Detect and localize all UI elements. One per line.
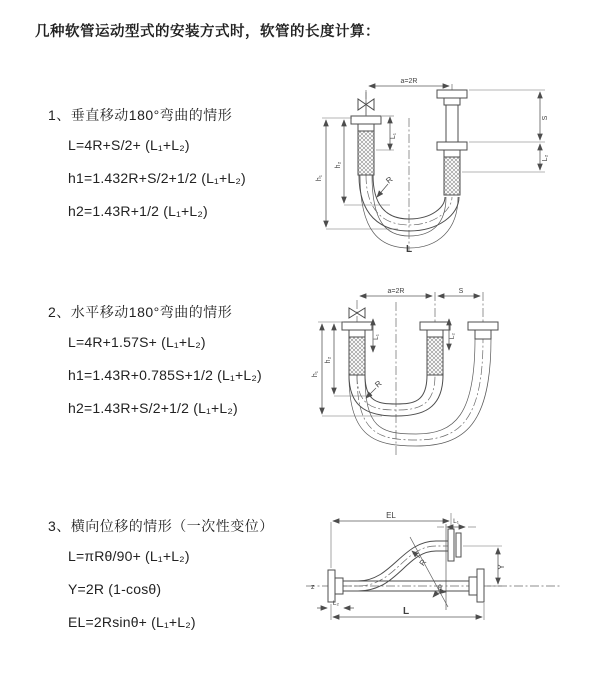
page-title: 几种软管运动型式的安装方式时，软管的长度计算：	[35, 24, 380, 40]
section-3-formula-Y: Y=2R (1-cosθ)	[68, 581, 162, 597]
angle-arc	[433, 592, 446, 597]
section-2-formula-L: L=4R+1.57S+ (L₁+L₂)	[68, 334, 206, 350]
dim-label-a2r: a=2R	[387, 288, 405, 295]
section-2-heading: 2、水平移动180°弯曲的情形	[48, 304, 233, 320]
length-label: L	[402, 606, 410, 617]
left-fitting	[328, 570, 343, 602]
section-1-formula-L: L=4R+S/2+ (L₁+L₂)	[68, 137, 190, 153]
section-3-text	[48, 516, 274, 647]
dim-label-y: Y	[497, 564, 506, 570]
diagram-vertical-travel	[310, 72, 580, 262]
section-2-formula-h2: h2=1.43R+S/2+1/2 (L₁+L₂)	[68, 400, 238, 416]
radius-leader	[377, 184, 388, 197]
dim-label-l2: L₂	[449, 332, 456, 340]
hose-inner-wall	[373, 175, 445, 219]
dim-label-h1: h₁	[316, 174, 323, 182]
section-1-formula-h2: h2=1.43R+1/2 (L₁+L₂)	[68, 203, 208, 219]
dim-label-l1: L₁	[373, 334, 380, 340]
section-2-text	[48, 302, 262, 433]
length-label: L	[405, 244, 413, 255]
dim-label-s: S	[458, 288, 464, 295]
s-curve-hose	[343, 541, 448, 591]
braid-section	[427, 337, 443, 375]
section-3-formula-EL: EL=2Rsinθ+ (L₁+L₂)	[68, 614, 196, 630]
right-fitting	[437, 90, 467, 195]
braid-section	[444, 157, 460, 195]
section-2-formula-h1: h1=1.43R+0.785S+1/2 (L₁+L₂)	[68, 367, 262, 383]
hose-position2-centerline	[357, 339, 483, 440]
dim-label-l1: L₁	[390, 132, 397, 140]
radius-label: R	[417, 557, 429, 568]
construction-line-slanted	[410, 537, 448, 607]
valve-icon	[358, 92, 374, 116]
radius-label: R	[373, 378, 384, 390]
centerline-mark: z	[311, 584, 315, 591]
dim-label-h1: h₁	[312, 370, 319, 378]
diagram-lateral-displacement	[300, 505, 595, 653]
right-fitting	[468, 322, 498, 339]
hose-centerline	[343, 546, 448, 586]
section-1-formula-h1: h1=1.432R+S/2+1/2 (L₁+L₂)	[68, 170, 246, 186]
dim-label-h2: h₂	[325, 356, 332, 364]
dim-label-l1: L₁	[453, 518, 459, 525]
section-3-heading: 3、横向位移的情形（一次性变位）	[48, 518, 274, 534]
braid-section	[358, 131, 374, 175]
left-fitting	[351, 116, 381, 175]
dim-label-el: EL	[386, 511, 396, 520]
dim-label-l2: L₂	[332, 600, 340, 607]
middle-fitting	[420, 322, 450, 375]
left-fitting	[342, 322, 372, 375]
section-3-formula-L: L=πRθ/90+ (L₁+L₂)	[68, 548, 190, 564]
radius-label: R	[384, 174, 395, 186]
section-1-text	[48, 105, 246, 236]
braid-section	[349, 337, 365, 375]
angle-label: θ	[438, 585, 442, 592]
upper-right-fitting	[448, 529, 461, 561]
dim-label-h2: h₂	[335, 161, 342, 169]
diagram-horizontal-travel	[310, 282, 595, 472]
dim-label-s: S	[542, 115, 549, 121]
dim-label-l2: L₂	[542, 154, 549, 162]
section-1-heading: 1、垂直移动180°弯曲的情形	[48, 107, 233, 123]
dim-label-a2r: a=2R	[400, 78, 418, 85]
